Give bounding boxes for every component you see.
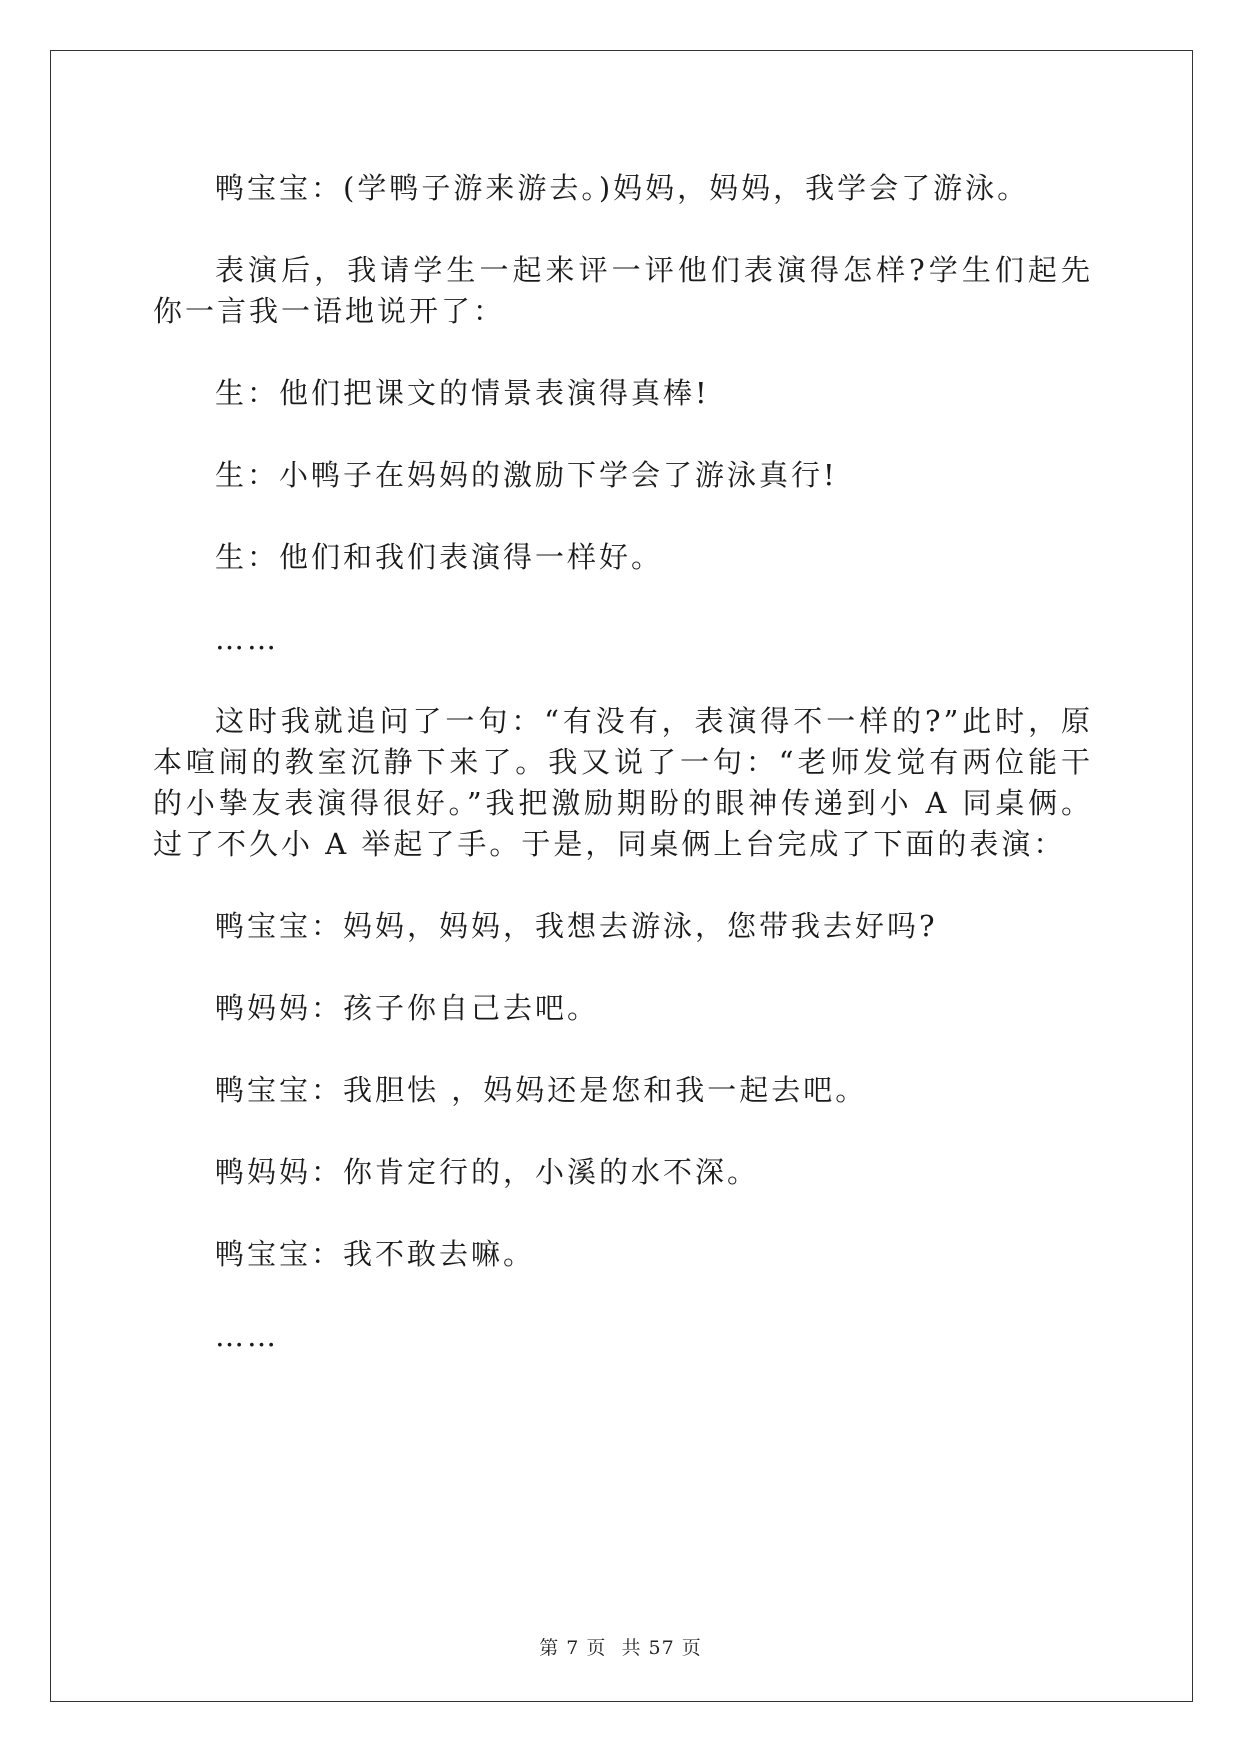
page-number: 第 7 页 xyxy=(539,1637,607,1659)
paragraph: 鸭宝宝：(学鸭子游来游去。)妈妈，妈妈，我学会了游泳。 xyxy=(215,171,1030,205)
paragraph: 鸭宝宝：我胆怯 ，妈妈还是您和我一起去吧。 xyxy=(215,1073,868,1107)
paragraph: 生：他们把课文的情景表演得真棒! xyxy=(215,376,710,410)
paragraph: 鸭妈妈：你肯定行的，小溪的水不深。 xyxy=(215,1155,760,1189)
paragraph: 表演后，我请学生一起来评一评他们表演得怎样?学生们起先你一言我一语地说开了： xyxy=(153,253,1093,328)
paragraph: 鸭妈妈：孩子你自己去吧。 xyxy=(215,991,600,1025)
paragraph: 生：小鸭子在妈妈的激励下学会了游泳真行! xyxy=(215,458,838,492)
paragraph: …… xyxy=(215,622,279,656)
document-body xyxy=(153,168,1093,1398)
page-footer xyxy=(0,1633,1241,1660)
paragraph: 鸭宝宝：妈妈，妈妈，我想去游泳，您带我去好吗? xyxy=(215,909,938,943)
paragraph: …… xyxy=(215,1319,279,1353)
paragraph: 生：他们和我们表演得一样好。 xyxy=(215,540,664,574)
page-total: 共 57 页 xyxy=(621,1637,702,1659)
paragraph: 这时我就追问了一句：“有没有，表演得不一样的?”此时，原本喧闹的教室沉静下来了。我又说了一句：“老师发觉有两位能干的小挚友表演得很好。”我把激励期盼的眼神传递到小 A 同桌俩。过了不久小 A 举起了手。于是，同桌俩上台完成了下面的表演： xyxy=(153,704,1093,861)
paragraph: 鸭宝宝：我不敢去嘛。 xyxy=(215,1237,536,1271)
